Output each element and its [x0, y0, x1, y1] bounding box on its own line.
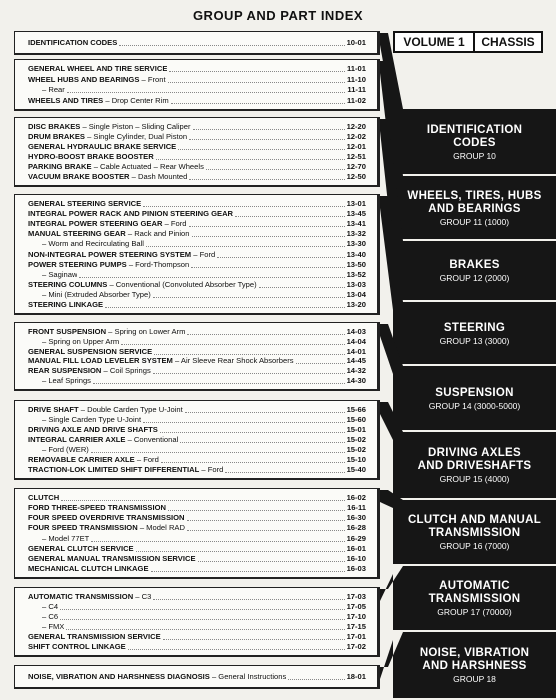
page-number: 11-01	[346, 64, 366, 73]
index-entry	[42, 337, 366, 347]
page-number: 12-51	[346, 152, 366, 161]
group-tab-title: AND BEARINGS	[428, 202, 521, 215]
dot-leader	[288, 679, 344, 680]
index-entry	[28, 632, 366, 642]
entry-title: PARKING BRAKE	[28, 162, 92, 171]
entry-subtitle: – Model RAD	[137, 523, 185, 533]
entry-subtitle: – Rack and Pinion	[125, 229, 190, 239]
dot-leader	[191, 267, 344, 268]
entry-subtitle: – FMX	[42, 622, 65, 631]
dot-leader	[198, 561, 345, 562]
page-number: 13-32	[346, 229, 366, 239]
page-number: 15-10	[346, 455, 366, 464]
dot-leader	[185, 412, 345, 413]
entry-subtitle: – Saginaw	[42, 269, 78, 279]
entry-subtitle: – Conventional (Convoluted Absorber Type)	[107, 279, 257, 289]
entry-subtitle: – Drop Center Rim	[103, 96, 169, 105]
index-entry	[28, 219, 366, 229]
entry-subtitle: – Ford	[134, 455, 159, 464]
page-number: 13-45	[346, 209, 366, 219]
group-tab-number: GROUP 10	[453, 150, 496, 161]
page-number: 12-20	[346, 122, 366, 131]
entry-title: AUTOMATIC TRANSMISSION	[28, 592, 134, 601]
entry-title: DRIVING AXLE AND DRIVE SHAFTS	[28, 425, 158, 434]
entry-title: SHIFT CONTROL LINKAGE	[28, 642, 126, 651]
group-tab-number: GROUP 14 (3000-5000)	[428, 400, 521, 411]
dot-leader	[168, 510, 345, 511]
index-entry	[42, 612, 366, 622]
entry-subtitle: – Single Carden Type U-Joint	[42, 415, 142, 424]
page-number: 17-02	[346, 642, 366, 651]
dot-leader	[153, 373, 345, 374]
page-number: 17-10	[346, 612, 366, 621]
index-entry	[28, 260, 366, 270]
group-tab-title: SUSPENSION	[435, 386, 514, 399]
dot-leader	[91, 541, 344, 542]
entry-title: NON-INTEGRAL POWER STEERING SYSTEM	[28, 249, 192, 259]
index-entry	[28, 503, 366, 513]
page-number: 14-01	[346, 346, 366, 356]
dot-leader	[296, 363, 345, 364]
entry-title: REMOVABLE CARRIER AXLE	[28, 455, 135, 464]
entry-title: WHEEL HUBS AND BEARINGS	[28, 74, 140, 84]
entry-title: CLUTCH	[28, 493, 60, 502]
entry-subtitle: – Single Cylinder, Dual Piston	[84, 132, 188, 141]
group-tab-title: TRANSMISSION	[428, 593, 521, 605]
entry-title: DISC BRAKES	[28, 122, 81, 131]
index-entry	[28, 250, 366, 260]
dot-leader	[153, 297, 345, 298]
entry-subtitle: – Cable Actuated – Rear Wheels	[91, 162, 204, 171]
group-tab-title: AND HARSHNESS	[422, 660, 527, 672]
group-tab-number: GROUP 17 (70000)	[437, 607, 512, 617]
group-tab-title: AND DRIVESHAFTS	[417, 460, 532, 472]
group-tab-1[interactable]	[393, 176, 556, 241]
page-number: 12-70	[346, 162, 366, 171]
page-number: 18-01	[346, 672, 366, 681]
index-entry	[28, 513, 366, 523]
entry-subtitle: – Worm and Recirculating Ball	[42, 239, 144, 249]
group-tab-number: GROUP 15 (4000)	[439, 474, 510, 484]
entry-subtitle: – Spring on Upper Arm	[42, 336, 120, 346]
entry-subtitle: – Dash Mounted	[129, 172, 188, 181]
page-number: 15-01	[346, 425, 366, 434]
entry-title: GENERAL SUSPENSION SERVICE	[28, 346, 153, 356]
dot-leader	[91, 452, 345, 453]
index-entry	[28, 366, 366, 376]
group-tab-title: BRAKES	[449, 259, 500, 271]
page-number: 12-50	[346, 172, 366, 181]
page-title: GROUP AND PART INDEX	[192, 8, 364, 23]
entry-title: MANUAL STEERING GEAR	[28, 229, 126, 239]
entry-subtitle: – Rear	[42, 85, 65, 95]
page-number: 13-20	[346, 300, 366, 309]
dot-leader	[160, 432, 345, 433]
index-entry	[42, 290, 366, 300]
index-entry	[28, 132, 366, 142]
dot-leader	[93, 383, 345, 384]
entry-subtitle: – Conventional	[125, 435, 179, 444]
page-number: 15-66	[346, 405, 366, 414]
page-number: 17-15	[346, 622, 366, 631]
dot-leader	[136, 551, 345, 552]
entry-title: INTEGRAL POWER RACK AND PINION STEERING GEAR	[28, 209, 234, 219]
index-entry	[42, 445, 366, 455]
page-number: 17-01	[346, 632, 366, 641]
dot-leader	[146, 246, 345, 247]
dot-leader	[151, 571, 345, 572]
group-tab-title: AUTOMATIC	[439, 580, 510, 592]
dot-leader	[105, 307, 344, 308]
entry-title: HYDRO-BOOST BRAKE BOOSTER	[28, 152, 154, 161]
dot-leader	[61, 500, 344, 501]
dot-leader	[235, 216, 345, 217]
entry-subtitle: – Ford-Thompson	[126, 259, 190, 269]
page-number: 14-45	[346, 356, 366, 366]
entry-title: GENERAL WHEEL AND TIRE SERVICE	[28, 64, 168, 73]
dot-leader	[187, 520, 345, 521]
index-entry	[28, 544, 366, 554]
group-tab-title: STEERING	[443, 321, 506, 334]
index-entry	[28, 465, 366, 475]
dot-leader	[161, 462, 345, 463]
index-entry	[28, 229, 366, 239]
entry-title: WHEELS AND TIRES	[28, 96, 104, 105]
group-tab-8[interactable]	[393, 632, 556, 700]
group-tab-title: WHEELS, TIRES, HUBS	[407, 189, 542, 202]
dot-leader	[189, 226, 345, 227]
index-entry	[28, 38, 366, 48]
entry-subtitle: – Ford (WER)	[42, 445, 89, 454]
dot-leader	[156, 159, 345, 160]
dot-leader	[189, 139, 344, 140]
page-number: 16-01	[346, 543, 366, 553]
entry-subtitle: – Mini (Extruded Absorber Type)	[42, 289, 151, 299]
group-tab-number: GROUP 11 (1000)	[439, 216, 510, 227]
index-entry	[28, 493, 366, 503]
dot-leader	[225, 472, 344, 473]
group-tab-title: IDENTIFICATION	[426, 123, 523, 136]
entry-title: GENERAL TRANSMISSION SERVICE	[28, 632, 161, 641]
entry-subtitle: – General Instructions	[209, 672, 287, 681]
page-number: 16-02	[346, 493, 366, 502]
page-number: 13-50	[346, 259, 366, 269]
index-entry	[28, 347, 366, 357]
index-entry	[42, 85, 366, 95]
dot-leader	[189, 179, 344, 180]
index-entry	[28, 152, 366, 162]
index-entry	[28, 642, 366, 652]
page-number: 13-41	[346, 219, 366, 229]
entry-title: STEERING COLUMNS	[28, 279, 108, 289]
page-number: 17-03	[346, 592, 366, 601]
page-number: 10-01	[346, 38, 366, 47]
entry-title: MECHANICAL CLUTCH LINKAGE	[28, 564, 149, 573]
page-number: 12-01	[346, 142, 366, 151]
entry-subtitle: – Air Sleeve Rear Shock Absorbers	[172, 356, 294, 366]
dot-leader	[67, 92, 346, 93]
page-number: 13-30	[346, 239, 366, 249]
index-entry	[42, 239, 366, 249]
dot-leader	[259, 287, 345, 288]
page-number: 14-04	[346, 336, 366, 346]
entry-title: GENERAL STEERING SERVICE	[28, 199, 142, 208]
entry-subtitle: – Single Piston – Sliding Caliper	[80, 122, 191, 131]
entry-title: FOUR SPEED TRANSMISSION	[28, 523, 138, 533]
entry-title: FOUR SPEED OVERDRIVE TRANSMISSION	[28, 513, 185, 523]
entry-subtitle: – Front	[139, 74, 166, 84]
dot-leader	[193, 129, 345, 130]
dot-leader	[143, 206, 344, 207]
page-number: 16-28	[346, 523, 366, 533]
page-number: 11-11	[347, 85, 366, 95]
group-tab-0[interactable]	[393, 109, 556, 176]
index-entry	[28, 209, 366, 219]
entry-subtitle: – Ford	[191, 249, 216, 259]
dot-leader	[192, 236, 345, 237]
dot-leader	[217, 257, 344, 258]
index-entry	[28, 356, 366, 366]
dot-leader	[168, 82, 345, 83]
index-entry	[28, 564, 366, 574]
entry-title: GENERAL MANUAL TRANSMISSION SERVICE	[28, 553, 196, 563]
index-entry	[28, 280, 366, 290]
page-number: 13-01	[346, 199, 366, 208]
page-number: 13-03	[346, 279, 366, 289]
group-tab-4[interactable]	[393, 366, 556, 432]
group-tab-2[interactable]	[393, 241, 556, 302]
group-tab-6[interactable]	[393, 500, 556, 566]
dot-leader	[60, 619, 345, 620]
entry-title: STEERING LINKAGE	[28, 300, 104, 309]
entry-title: DRUM BRAKES	[28, 132, 85, 141]
volume-section: CHASSIS	[481, 35, 535, 49]
entry-subtitle: – C6	[42, 612, 59, 621]
entry-title: GENERAL CLUTCH SERVICE	[28, 543, 134, 553]
entry-title: MANUAL FILL LOAD LEVELER SYSTEM	[28, 356, 173, 366]
entry-title: INTEGRAL CARRIER AXLE	[28, 435, 126, 444]
group-tab-number: GROUP 13 (3000)	[439, 335, 510, 346]
group-tab-7[interactable]	[393, 566, 556, 632]
index-entry	[28, 455, 366, 465]
dot-leader	[171, 103, 345, 104]
entry-subtitle: – Ford	[199, 465, 224, 474]
index-entry	[28, 672, 366, 682]
dot-leader	[128, 649, 345, 650]
entry-subtitle: – C4	[42, 602, 59, 611]
entry-title: FORD THREE-SPEED TRANSMISSION	[28, 503, 166, 513]
entry-title: FRONT SUSPENSION	[28, 327, 107, 336]
page-number: 14-32	[346, 366, 366, 376]
index-entry	[28, 435, 366, 445]
page-number: 16-29	[346, 533, 366, 543]
dot-leader	[119, 45, 344, 46]
index-entry	[28, 199, 366, 209]
page-number: 14-30	[346, 376, 366, 385]
index-entry	[28, 172, 366, 182]
entry-title: IDENTIFICATION CODES	[28, 38, 118, 47]
page-number: 16-30	[346, 513, 366, 523]
entry-subtitle: – Coil Springs	[101, 366, 151, 376]
dot-leader	[206, 169, 345, 170]
entry-subtitle: – Double Carden Type U-Joint	[78, 405, 183, 414]
dot-leader	[154, 354, 344, 355]
index-entry	[42, 415, 366, 425]
page-number: 14-03	[346, 327, 366, 336]
index-entry	[28, 300, 366, 310]
dot-leader	[163, 639, 345, 640]
index-entry	[42, 534, 366, 544]
entry-title: GENERAL HYDRAULIC BRAKE SERVICE	[28, 142, 177, 151]
group-tab-title: TRANSMISSION	[428, 527, 521, 539]
index-entry	[42, 602, 366, 612]
entry-subtitle: – Ford	[162, 219, 187, 229]
page-number: 13-52	[346, 269, 366, 279]
dot-leader	[178, 149, 344, 150]
dot-leader	[169, 71, 345, 72]
page-number: 11-10	[346, 74, 366, 84]
index-entry	[28, 122, 366, 132]
dot-leader	[187, 334, 344, 335]
index-entry	[28, 554, 366, 564]
dot-leader	[180, 442, 344, 443]
index-entry	[28, 425, 366, 435]
index-entry	[28, 405, 366, 415]
volume-number: VOLUME 1	[395, 33, 475, 51]
entry-title: NOISE, VIBRATION AND HARSHNESS DIAGNOSIS	[28, 672, 210, 681]
group-tab-title: CODES	[453, 136, 496, 149]
page-number: 15-40	[346, 465, 366, 474]
index-entry	[42, 270, 366, 280]
page-number: 15-60	[346, 415, 366, 424]
index-entry	[28, 75, 366, 85]
dot-leader	[153, 599, 344, 600]
index-entry	[28, 142, 366, 152]
group-tab-5[interactable]	[393, 432, 556, 500]
dot-leader	[187, 530, 345, 531]
index-entry	[42, 622, 366, 632]
dot-leader	[121, 344, 344, 345]
page-number: 15-02	[346, 445, 366, 454]
page-number: 13-04	[346, 289, 366, 299]
entry-subtitle: – Spring on Lower Arm	[106, 327, 186, 336]
page-number: 16-03	[346, 564, 366, 573]
index-entry	[28, 162, 366, 172]
page-number: 13-40	[346, 249, 366, 259]
entry-subtitle: – C3	[133, 592, 152, 601]
entry-title: INTEGRAL POWER STEERING GEAR	[28, 219, 163, 229]
dot-leader	[60, 609, 345, 610]
index-entry	[28, 96, 366, 106]
index-entry	[28, 592, 366, 602]
group-tab-title: CLUTCH AND MANUAL	[407, 514, 542, 526]
index-entry	[28, 523, 366, 533]
page-number: 11-02	[346, 96, 366, 105]
page-number: 15-02	[346, 435, 366, 444]
index-entry	[42, 376, 366, 386]
index-entry	[28, 64, 366, 74]
group-tab-title: DRIVING AXLES	[428, 447, 521, 459]
entry-title: VACUUM BRAKE BOOSTER	[28, 172, 130, 181]
group-tab-number: GROUP 16 (7000)	[439, 541, 510, 551]
dot-leader	[79, 277, 344, 278]
entry-title: POWER STEERING PUMPS	[28, 259, 127, 269]
dot-leader	[66, 629, 344, 630]
group-tab-title: NOISE, VIBRATION	[419, 647, 530, 659]
entry-subtitle: – Leaf Springs	[42, 376, 91, 385]
page-number: 16-11	[346, 503, 366, 513]
index-entry	[28, 327, 366, 337]
group-tab-number: GROUP 12 (2000)	[439, 273, 510, 283]
entry-title: TRACTION-LOK LIMITED SHIFT DIFFERENTIAL	[28, 465, 200, 474]
group-tab-3[interactable]	[393, 302, 556, 366]
page-number: 12-02	[346, 132, 366, 141]
entry-subtitle: – Model 77ET	[42, 533, 90, 543]
entry-title: DRIVE SHAFT	[28, 405, 79, 414]
page-number: 16-10	[346, 553, 366, 563]
group-tab-number: GROUP 18	[453, 674, 496, 684]
dot-leader	[143, 422, 345, 423]
page-number: 17-05	[346, 602, 366, 611]
entry-title: REAR SUSPENSION	[28, 366, 102, 376]
